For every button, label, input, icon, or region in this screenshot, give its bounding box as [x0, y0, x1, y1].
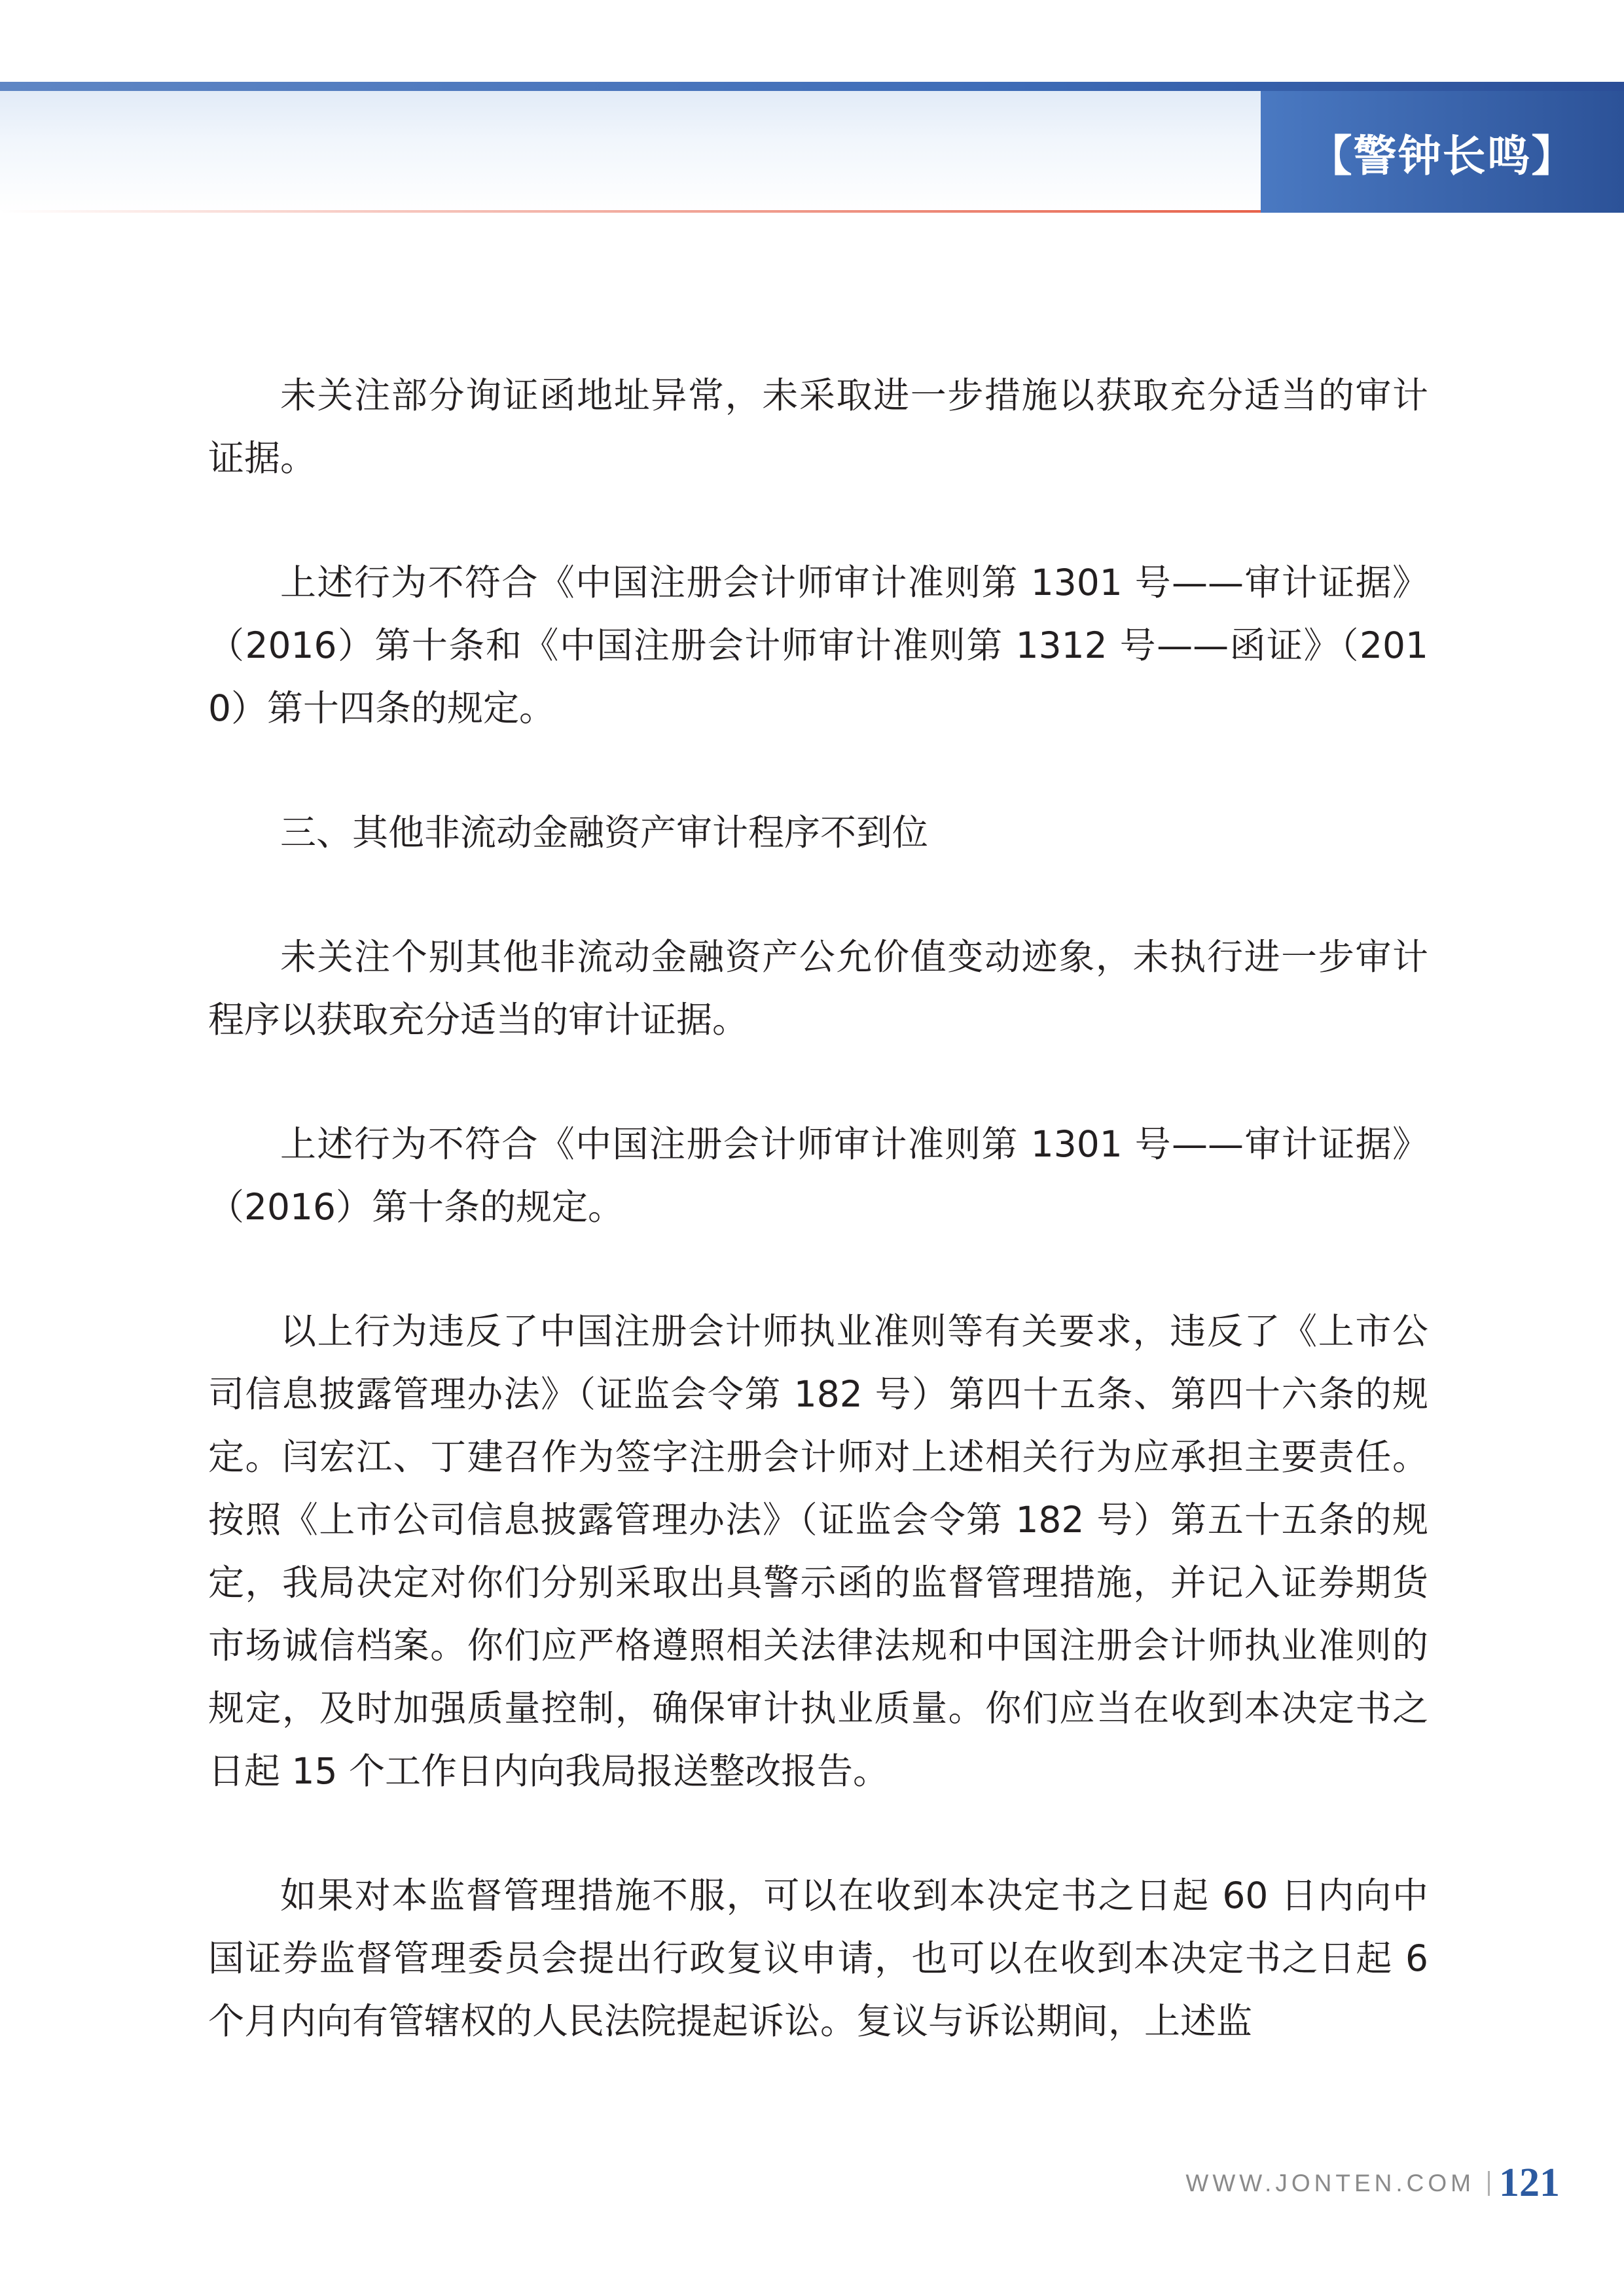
paragraph: 未关注部分询证函地址异常，未采取进一步措施以获取充分适当的审计证据。	[208, 374, 1428, 479]
footer-url: WWW.JONTEN.COM	[1185, 2169, 1475, 2197]
header-top-rule	[0, 82, 1624, 91]
section-label: 【警钟长鸣】	[1308, 130, 1576, 181]
paragraph: 以上行为违反了中国注册会计师执业准则等有关要求，违反了《上市公司信息披露管理办法》（证监会令第 182 号）第四十五条、第四十六条的规定。闫宏江、丁建召作为签字注册会计师对上述相关行为应承担主要责任。按照《上市公司信息披露管理办法》（证监会令第 182 号）第五十五条的规定，我局决定对你们分别采取出具警示函的监督管理措施，并记入证券期货市场诚信档案。你们应严格遵照相关法律法规和中国注册会计师执业准则的规定，及时加强质量控制，确保审计执业质量。你们应当在收到本决定书之日起 15 个工作日内向我局报送整改报告。	[208, 1310, 1428, 1792]
paragraph: 上述行为不符合《中国注册会计师审计准则第 1301 号——审计证据》（2016）第十条和《中国注册会计师审计准则第 1312 号——函证》（2010）第十四条的规定。	[208, 562, 1428, 729]
section-heading: 三、其他非流动金融资产审计程序不到位	[280, 812, 929, 853]
page-footer	[1185, 2160, 1560, 2206]
body-text	[208, 364, 1428, 2114]
header-band	[0, 82, 1261, 213]
page-number: 121	[1499, 2161, 1560, 2205]
header-accent-rule	[0, 210, 1261, 213]
section-tab	[1261, 91, 1624, 213]
paragraph: 上述行为不符合《中国注册会计师审计准则第 1301 号——审计证据》（2016）第十条的规定。	[208, 1123, 1428, 1228]
footer-divider	[1488, 2171, 1490, 2196]
paragraph: 如果对本监督管理措施不服，可以在收到本决定书之日起 60 日内向中国证券监督管理委员会提出行政复议申请，也可以在收到本决定书之日起 6 个月内向有管辖权的人民法院提起诉讼。复议与诉讼期间，上述监	[208, 1874, 1428, 2042]
paragraph: 未关注个别其他非流动金融资产公允价值变动迹象，未执行进一步审计程序以获取充分适当的审计证据。	[208, 936, 1428, 1041]
